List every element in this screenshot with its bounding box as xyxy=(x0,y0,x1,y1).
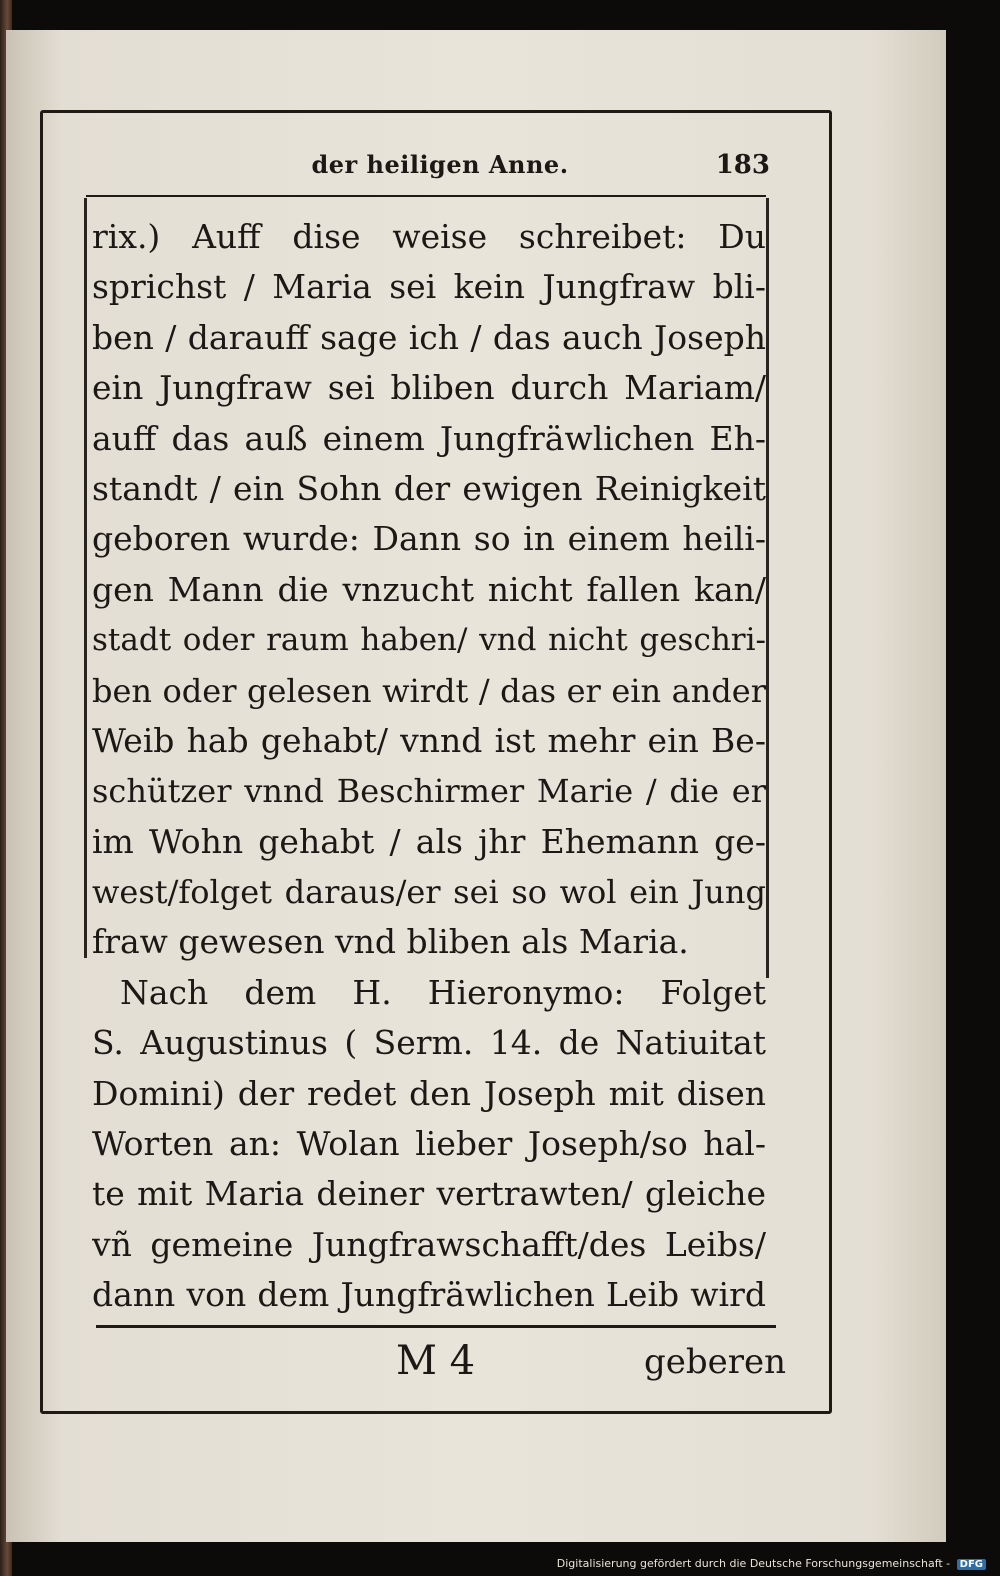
text-line: gen Mann die vnzucht nicht fallen kan/ xyxy=(92,569,766,609)
text-line: dann von dem Jungfräwlichen Leib wird xyxy=(92,1275,766,1315)
text-line: auff das auß einem Jungfräwlichen Eh- xyxy=(92,418,766,458)
text-line: fraw gewesen vnd bliben als Maria. xyxy=(92,922,689,962)
text-line: te mit Maria deiner vertrawten/ gleiche xyxy=(92,1174,766,1214)
text-line: ben oder gelesen wirdt / das er ein ander xyxy=(92,671,766,710)
digitization-credit xyxy=(557,1557,986,1570)
footer-rule xyxy=(96,1325,776,1328)
text-line: Weib hab gehabt/ vnnd ist mehr ein Be- xyxy=(92,720,766,760)
text-line: Nach dem H. Hieronymo: Folget xyxy=(120,972,766,1012)
text-line: sprichst / Maria sei kein Jungfraw bli- xyxy=(92,267,766,307)
page-number: 183 xyxy=(715,150,770,180)
text-line: vñ gemeine Jungfrawschafft/des Leibs/ xyxy=(92,1224,766,1264)
text-line: ben / darauff sage ich / das auch Joseph xyxy=(92,317,766,357)
dfg-logo: DFG xyxy=(957,1559,986,1570)
catchword: geberen xyxy=(643,1342,786,1382)
text-line: Worten an: Wolan lieber Joseph/so hal- xyxy=(92,1124,766,1164)
signature-mark: M 4 xyxy=(396,1338,476,1384)
text-column-right-rule xyxy=(766,198,769,978)
text-line: Domini) der redet den Joseph mit disen xyxy=(92,1073,766,1113)
text-line: rix.) Auff dise weise schreibet: Du xyxy=(92,217,766,256)
body-text xyxy=(92,212,766,1321)
text-line: im Wohn gehabt / als jhr Ehemann ge- xyxy=(92,821,766,861)
credit-text: Digitalisierung gefördert durch die Deutsche Forschungsgemeinschaft - xyxy=(556,1557,951,1570)
text-column-left-rule xyxy=(84,198,87,958)
page-footer xyxy=(96,1338,786,1398)
header-rule xyxy=(86,195,766,197)
text-line: stadt oder raum haben/ vnd nicht geschri- xyxy=(92,622,766,659)
text-line: schützer vnnd Beschirmer Marie / die er xyxy=(92,772,766,811)
page-header xyxy=(90,150,770,190)
text-line: geboren wurde: Dann so in einem heili- xyxy=(92,519,766,559)
text-line: ein Jungfraw sei bliben durch Mariam/ xyxy=(92,368,766,408)
text-line: west/folget daraus/er sei so wol ein Jung xyxy=(92,873,766,912)
text-line: standt / ein Sohn der ewigen Reinigkeit xyxy=(92,468,766,508)
running-head: der heiligen Anne. xyxy=(311,150,569,179)
text-line: S. Augustinus ( Serm. 14. de Natiuitat xyxy=(92,1023,766,1063)
